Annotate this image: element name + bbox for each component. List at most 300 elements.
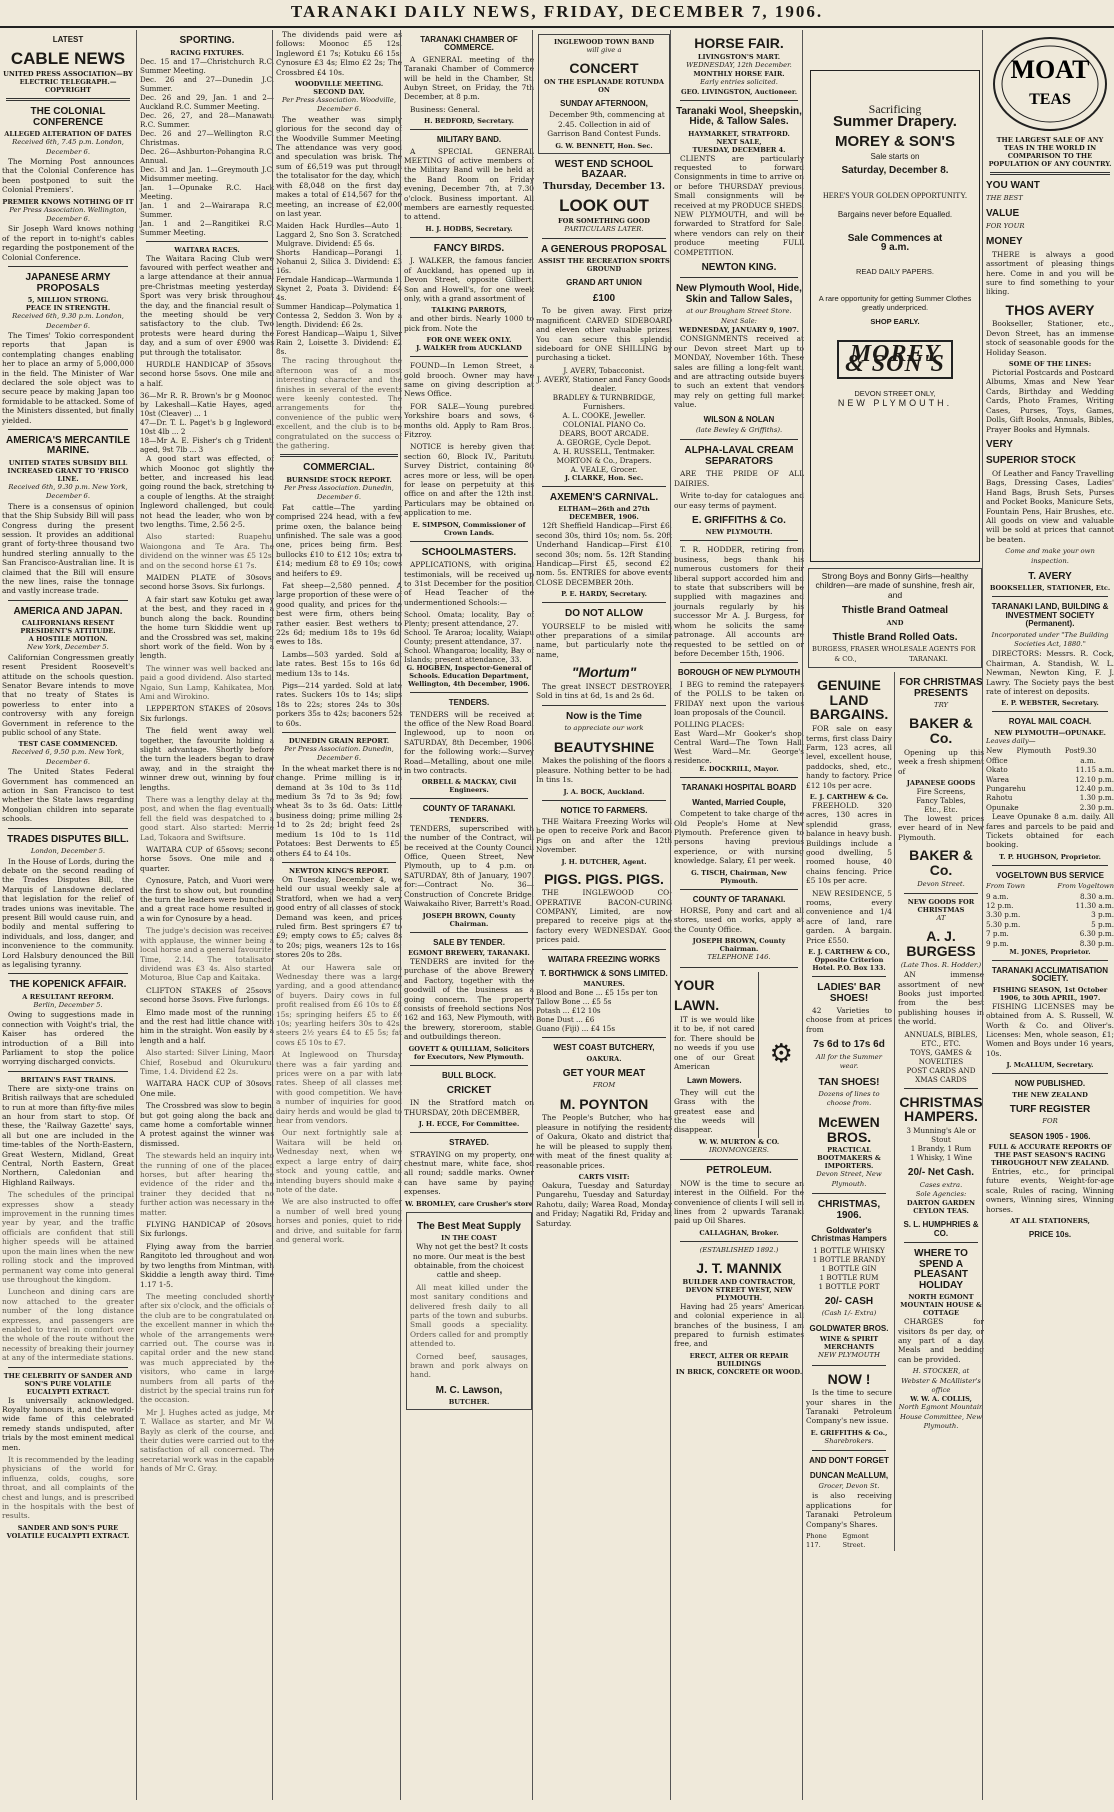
ad-text: A GENERAL meeting of the Taranaki Chamber of Commerce will be held in the Chamber, St. Aubyn Street, on Friday, the 7th December, at 8 p.m. bbox=[404, 54, 534, 102]
ad-meat-supply: The Best Meat Supply IN THE COAST Why not get the best? It costs no more. Our meat is the best obtainable, from the choicest cattle and sheep. All meat killed under the most sanitary conditions and delivered fresh daily to all parts of the town and suburbs. Small goods a speciality. Orders called for and promptly attended to. Corned beef, sausages, brawn and pork always on hand. M. C. Lawson, BUTCHER. bbox=[406, 1212, 532, 1411]
ad-signature: ORBELL & MACKAY, Civil Engineers. bbox=[421, 778, 517, 795]
ad-text: Grocer, Devon St. bbox=[818, 1482, 880, 1491]
subheading: INCREASED GRANT TO 'FRISCO LINE. bbox=[7, 466, 129, 483]
article-text: Fat sheep—2,580 penned. A large proportion of these were of good quality, and prices for the best were firm, others being rather easier. Best wethers to 22s 6d; medium 18s to 19s 6d; ewes to 18s. bbox=[276, 580, 402, 647]
column-8 bbox=[982, 30, 1114, 1800]
ad-text: TENDERS are invited for the purchase of the above Brewery and Factory, together with the goodwill of the business as a going concern. The property consists of freehold sections Nos. 162 and 163, New Plymouth, with the brewery, storeroom, stable, and outbuildings thereon. bbox=[404, 956, 534, 1042]
ad-signature: W. W. A. COLLIS, bbox=[910, 1395, 972, 1404]
subheading: THE NEW ZEALAND bbox=[1012, 1090, 1088, 1099]
ad-vogeltown-bus: VOGELTOWN BUS SERVICE bbox=[995, 870, 1104, 880]
manure-item: Guano (Fiji) ... £4 15s bbox=[536, 1024, 616, 1034]
subheading: LIVINGSTON'S MART. bbox=[697, 52, 781, 61]
ad-signature: BUTCHER. bbox=[448, 1398, 490, 1407]
subheading: ELTHAM—26th and 27th DECEMBER, 1906. bbox=[558, 505, 650, 522]
hamper-item: 1 BOTTLE BRANDY bbox=[812, 1254, 886, 1264]
ad-now: NOW ! bbox=[827, 1370, 871, 1387]
ad-text: THE Waitara Freezing Works will be open to receive Pork and Bacon Pigs on and after the 12th November. bbox=[536, 816, 672, 855]
ad-price: 20/- Net Cash. bbox=[907, 1167, 975, 1179]
timetable-row bbox=[986, 901, 1114, 910]
ad-signature: WHOLESALE AGENTS FOR TARANAKI. bbox=[881, 645, 976, 663]
hamper-item: 1 BOTTLE GIN bbox=[821, 1263, 877, 1273]
article-text: There is a consensus of opinion that the Ship Subsidy Bill will pass Congress during the present session. It provides an additional grant of forty-three thousand two hundred sterling annually to the San Francisco-Australian line. It is claimed that the Bill will ensure the new lines, raise the tonnage and vastly increase trade. bbox=[2, 501, 134, 596]
article-text: HURDLE HANDICAP of 35sovs; second horse 5sovs. One mile and a half. bbox=[140, 359, 274, 388]
ad-text: FOUND—In Lemon Street, a gold brooch. Owner may have same on giving description at News Office. bbox=[404, 361, 534, 399]
ad-text: Come and make your own inspection. bbox=[1005, 547, 1095, 565]
article-text: The United States Federal Government has commenced an action in San Francisco to test whether the State laws regarding Mongolian children into separate schools. bbox=[2, 767, 134, 824]
ad-signature: S. L. HUMPHRIES & CO. bbox=[903, 1220, 979, 1238]
subheading: CARTS VISIT: bbox=[578, 1172, 630, 1181]
ad-signature: E. SIMPSON, Commissioner of Crown Lands. bbox=[412, 520, 526, 537]
timetable-row bbox=[986, 784, 1114, 793]
ad-axemen-carnival: AXEMEN'S CARNIVAL. bbox=[549, 491, 659, 503]
ad-signature: J. H. ECCE, For Committee. bbox=[418, 1120, 520, 1129]
article-text: In the wheat market there is no change. Prime milling is in demand at 3s 10d to 3s 11d; medium 3s 7d to 3s 9d; fowl wheat 3s to 3s 6d. Oats: Little business doing; prime milling 2s 1d to 2s 2d; bright feed 2s; medium 1s 10d to 1s 11d. Potatoes: Best Derwents to £5; others £4 to £4 10s. bbox=[276, 763, 402, 858]
ad-text: and other birds. Nearly 1000 to pick from. Note the bbox=[404, 314, 534, 333]
ad-text: Cases extra. bbox=[919, 1180, 963, 1189]
fixture-item: Dec. 26 and 27—Dunedin J.C. Summer. bbox=[140, 74, 274, 93]
dateline: Per Press Association. Woodville, December 6. bbox=[282, 96, 396, 114]
ad-signature: JOSEPH BROWN, County Chairman. bbox=[422, 911, 516, 928]
ad-text: HORSE, Pony and cart and all stores, used on works, apply at the County Office. bbox=[674, 905, 804, 934]
timetable-cell: Rahotu bbox=[986, 793, 1013, 803]
ad-text: Why not get the best? It costs no more. Our meat is the best obtainable, from the choicest cattle and sheep. bbox=[412, 1242, 528, 1280]
subheading: SOME OF THE LINES: bbox=[1008, 360, 1092, 369]
subheading: PRACTICAL BOOTMAKERS & IMPORTERS. bbox=[817, 1146, 881, 1171]
ad-text: ON THE ESPLANADE ROTUNDA ON bbox=[544, 78, 664, 95]
timetable-cell: 2.30 p.m. bbox=[1079, 802, 1114, 812]
goods-item: Fire Screens, bbox=[916, 787, 966, 797]
ad-text: Leave Opunake 8 a.m. daily. All fares and parcels to be paid and Tickets obtained for each booking. bbox=[986, 812, 1114, 850]
ad-prize: £100 bbox=[592, 292, 616, 304]
article-text: In the House of Lords, during the debate on the second reading of the Trades Disputes Bill, the Marquis of Lansdowne declared that legislation for the relief of trades unions was inevitable. The present Bill would cause ruin, and bodily and mental suffering to individuals, and loss, danger, and inconvenience to the community. Lord Halsbury denounced the Bill as legalising tyranny. bbox=[2, 856, 134, 970]
ad-tan-shoes: TAN SHOES! bbox=[818, 1076, 880, 1088]
ad-beautyshine: BEAUTYSHINE bbox=[553, 738, 655, 755]
ad-text: Write to-day for catalogues and our easy terms of payment. bbox=[674, 491, 804, 510]
ad-text: December 9th, commencing at 2.45. Collection in aid of Garrison Band Contest Funds. bbox=[547, 110, 665, 139]
race-title: LEPPERTON STAKES of 20sovs. Six furlongs. bbox=[140, 704, 274, 723]
ad-heading: CONCERT bbox=[569, 60, 639, 77]
ad-bazaar-heading: WEST END SCHOOL BAZAAR. bbox=[554, 158, 654, 181]
subheading: HAYMARKET, STRATFORD. bbox=[688, 129, 790, 138]
timetable-cell: 9 p.m. bbox=[986, 938, 1009, 948]
subheading: TENDERS. bbox=[449, 815, 489, 824]
school-item: School. Te Araroa; locality, Waiapu County; present attendance, 37. bbox=[404, 628, 534, 647]
ad-petroleum: PETROLEUM. bbox=[706, 1165, 772, 1177]
ad-building-society: TARANAKI LAND, BUILDING & INVESTMENT SOCIETY (Permanent). bbox=[991, 602, 1109, 629]
timetable-cell: 6.30 p.m. bbox=[1079, 929, 1114, 939]
ad-land-bargains: GENUINE LAND BARGAINS. bbox=[809, 677, 889, 723]
subheading: DUNEDIN GRAIN REPORT. bbox=[288, 737, 390, 746]
ad-signature: J. McALLUM, Secretary. bbox=[1006, 1061, 1094, 1070]
fixture-item: Dec. 26—Ashburton-Pohangina R.C. Annual. bbox=[140, 146, 274, 165]
ad-cricket-heading: CRICKET bbox=[446, 1084, 492, 1096]
subheading: WINE & SPIRIT MERCHANTS bbox=[819, 1335, 879, 1352]
school-item: School. Whangaroa; locality, Bay of Islands; present attendance, 33. bbox=[404, 646, 534, 665]
article-text: A good start was effected, of which Moonoc got slightly the better, and increased his lead going round the back, stretching to a couple of lengths. At the straight Ingleword challenged, but could not head the leader, who won by two lengths. Time, 2.56 2-5. bbox=[140, 454, 274, 530]
result-line: Maiden Hack Hurdles—Auto 1, Laggard 2, Sno Son 3. Scratched: Mulgrave. Dividend: £5 6s. bbox=[276, 221, 402, 249]
article-text: Sir Joseph Ward knows nothing of the report in to-night's cables regarding the postponement of the Colonial Conference. bbox=[2, 224, 134, 262]
timetable-cell: Pungarehu bbox=[986, 783, 1026, 793]
subheading: AT ALL STATIONERS, bbox=[1010, 1216, 1090, 1225]
ad-text: J. WALKER, the famous fancier, of Auckland, has opened up in Devon Street, opposite Gilbert, Son and Howell's, for one week only, with a grand assortment of bbox=[404, 256, 534, 303]
ad-text: IN the Stratford match on THURSDAY, 20th DECEMBER, bbox=[404, 1098, 534, 1117]
ad-text: A rare opportunity for getting Summer Clothes greatly underpriced. bbox=[818, 294, 972, 313]
logo-text: TEAS bbox=[1029, 91, 1071, 108]
subheading: NEW PLYMOUTH. bbox=[705, 528, 773, 537]
ad-text: Sharebrokers. bbox=[824, 1436, 874, 1445]
manure-price-list bbox=[536, 988, 672, 1033]
ad-signature: GEO. LIVINGSTON, Auctioneer. bbox=[680, 87, 797, 96]
subheading: RACING FIXTURES. bbox=[170, 48, 244, 57]
ad-now-published: NOW PUBLISHED. bbox=[1014, 1079, 1086, 1089]
ad-text: Egmont Street. bbox=[842, 1532, 869, 1550]
subheading: A HOSTILE MOTION. bbox=[28, 635, 108, 644]
ad-signature: E. J. CARTHEW & Co. bbox=[809, 792, 889, 801]
agent-item: MORTON & Co., Drapers. bbox=[556, 455, 652, 465]
manure-item: Tallow Bone ... £5 5s bbox=[536, 997, 612, 1007]
ad-schoolmasters-heading: SCHOOLMASTERS. bbox=[421, 546, 517, 558]
subheading: NORTH EGMONT MOUNTAIN HOUSE & COTTAGE bbox=[900, 1293, 982, 1318]
ad-heading: LAWN. bbox=[674, 997, 720, 1014]
ad-heading: 9 a.m. bbox=[880, 242, 910, 254]
subheading: JAPANESE GOODS bbox=[906, 779, 976, 788]
subheading: BOOKSELLER, STATIONER, Etc. bbox=[989, 584, 1111, 593]
ad-thos-avery: THOS AVERY bbox=[1005, 301, 1095, 318]
ad-baker: BAKER & Co. bbox=[909, 715, 973, 747]
agent-item: COLONIAL PIANO Co. bbox=[562, 419, 646, 429]
ad-heading: DUNCAN McALLUM, bbox=[809, 1470, 889, 1480]
ad-text: Bargains never before Equalled. bbox=[837, 210, 953, 220]
subheading: ERECT, ALTER OR REPAIR BUILDINGS bbox=[689, 1351, 789, 1368]
ad-text: FREEHOLD. 320 acres, 130 acres in splendid grass, balance in heavy bush. Buildings include a good dwelling, 5 roomed house, 40 chains fencing. Price £5 10s per acre. bbox=[806, 800, 892, 886]
ad-text: FOR YOUR bbox=[986, 221, 1025, 230]
ad-text: Business: General. bbox=[410, 104, 480, 114]
ad-morey-son bbox=[810, 70, 980, 562]
ad-griffiths: E. GRIFFITHS & Co. bbox=[692, 514, 786, 526]
timetable-cell: 12 p.m. bbox=[986, 900, 1014, 910]
article-text: Cynosure, Patch, and Vuori were the first to show out, but rounding the turn the leaders were bunched, and a great race home resulted in a win for Cynosure by a head. bbox=[140, 876, 274, 923]
subheading: CALIFORNIANS RESENT PRESIDENT'S ATTITUDE. bbox=[20, 619, 116, 636]
ad-bar-shoes: LADIES' BAR SHOES! bbox=[817, 982, 881, 1004]
cable-news-heading: CABLE NEWS bbox=[10, 49, 126, 69]
ad-baker: BAKER & Co. bbox=[909, 847, 973, 878]
ad-heading: The Best Meat Supply bbox=[417, 1220, 521, 1232]
lawn-mower-icon: ⚙ bbox=[758, 972, 804, 1138]
ad-signature: T. P. HUGHSON, Proprietor. bbox=[999, 852, 1101, 861]
result-line: Shorts Handicap—Porangi 1, Nohanui 2, Silica 3. Dividend: £3 16s. bbox=[276, 248, 402, 276]
ad-mannix: J. T. MANNIX bbox=[696, 1260, 782, 1277]
ad-heading: Thistle Brand Oatmeal bbox=[841, 605, 949, 617]
polling-places bbox=[674, 720, 804, 765]
column-6 bbox=[670, 30, 804, 1800]
ad-text: Early entries solicited. bbox=[700, 78, 778, 87]
ad-text: will give a bbox=[586, 46, 622, 54]
ad-signature: W. W. MURTON & CO. bbox=[698, 1137, 780, 1146]
ad-text: TALKING PARROTS, bbox=[431, 306, 507, 315]
ad-text: FOR ONE WEEK ONLY. bbox=[426, 336, 512, 345]
ad-royal-mail: ROYAL MAIL COACH. bbox=[1008, 717, 1092, 727]
masthead-title: TARANAKI DAILY NEWS, FRIDAY, DECEMBER 7, 1906. bbox=[290, 2, 824, 21]
timetable-row bbox=[986, 929, 1114, 938]
ad-signature: (late Bewley & Griffiths). bbox=[695, 425, 783, 434]
subheading: UNITED STATES SUBSIDY BILL bbox=[8, 458, 128, 467]
ad-signature: GOVETT & QUILLIAM, Solicitors for Executors, New Plymouth. bbox=[408, 1044, 530, 1061]
timetable-row bbox=[986, 793, 1114, 802]
article-text: The weather was simply glorious for the second day of the Woodville Summer Meeting. The attendance was very good and speculation was brisk. The sum of £6,519 was put through the totalisator for the day, which, with £8,048 on the first day, makes a total of £14,567 for the meeting, an increase of £2,000 on last year. bbox=[276, 114, 402, 218]
ad-text: FOR SALE—Young purebred Yorkshire boars and sows, 6 months old. Apply to Ram Bros., Fitzroy. bbox=[404, 401, 534, 440]
ad-text: I BEG to remind the ratepayers of the POLLS to be taken on FRIDAY next upon the various loan proposals of the Council. bbox=[674, 679, 804, 717]
ad-text: Sacrificing bbox=[868, 102, 922, 116]
ad-text: T. R. HODDER, retiring from business, begs thank his numerous customers for their liberal support accorded him and to state that subscribers will be supplied with magazines and journals regularly by his successor Mr A. J. Burgess, for whom he solicits the same patronage. All accounts are requested to be settled on or before December 15th, 1906. bbox=[674, 545, 804, 658]
article-text: There are sixty-one trains on British railways that are scheduled to run at more than fifty-five miles an hour from start to stop. Of these, the 'Railway Gazette' says, all but one are included in the time-tables of the North-Eastern, Great Western, Midland, Great Central, North Eastern, Great Northern, Caledonian and Highland Railways. bbox=[2, 1083, 134, 1187]
dateline: Received 6th, 9.30 p.m. London, December 6. bbox=[12, 312, 124, 330]
ad-do-not-allow: DO NOT ALLOW bbox=[565, 608, 643, 620]
ad-signature: H. J. HODBS, Secretary. bbox=[425, 224, 513, 233]
race-title: WAITARA HACK CUP of 30sovs. One mile. bbox=[140, 1079, 274, 1098]
hamper-item: 1 BOTTLE WHISKY bbox=[813, 1245, 885, 1255]
ad-signature: J. H. DUTCHER, Agent. bbox=[561, 857, 647, 866]
subheading: FOR SOMETHING GOOD bbox=[557, 216, 651, 225]
ad-text: Entries, etc., for principal future events, Weight-for-age scale, Rules of racing, Winning owners, Winning sires, Winning horses. bbox=[986, 1166, 1114, 1214]
ad-signature: G. HOGBEN, Inspector-General of Schools. Education Department, Wellington, 4th December, 1906. bbox=[406, 664, 532, 689]
ad-signature: J. CLARKE, Hon. Sec. bbox=[564, 473, 644, 482]
timetable-cell: 1.30 p.m. bbox=[1079, 793, 1114, 803]
ad-signature: NEWTON KING. bbox=[701, 261, 777, 273]
subheading: DEVON STREET WEST, NEW PLYMOUTH. bbox=[685, 1285, 793, 1302]
ad-text: Of Leather and Fancy Travelling Bags, Dressing Cases, Ladies' Hand Bags, Brush Sets, Purses and Pocket Books, Manicure Sets, Fountain Pens, Hair Brushes, etc. All goods on view and valuable will be sold at prices that cannot be beaten. bbox=[986, 468, 1114, 544]
subheading: SECOND DAY. bbox=[313, 88, 365, 97]
subheading: OAKURA. bbox=[586, 1054, 622, 1063]
ad-text: CLIENTS are particularly requested to forward Consignments in time to arrive on or before THURSDAY previous. Small consignments will be received at my PRODUCE SHEDS, NEW PLYMOUTH, and will be forwarded to Stratford for Sale, where vendors can rely on their produce meeting FULL COMPETITION. bbox=[674, 153, 804, 257]
ad-text: (ESTABLISHED 1892.) bbox=[699, 1245, 779, 1254]
hamper-item: 1 Brandy, 1 Rum bbox=[910, 1144, 972, 1154]
ad-text: DEVON STREET ONLY, bbox=[854, 389, 936, 399]
heading-commercial: COMMERCIAL. bbox=[303, 462, 375, 474]
manure-item: Potash ... £12 10s bbox=[536, 1006, 601, 1016]
ad-text: APPLICATIONS, with original testimonials, will be received up to 31st December for the position of Head Teacher of the undermentioned Schools:— bbox=[404, 560, 534, 607]
morey-logo: MOREY & SON'S bbox=[837, 340, 953, 379]
fixture-item: Jan. 1 and 2—Wairarapa R.C. Summer. bbox=[140, 200, 274, 219]
ad-text: at our Brougham Street Store. bbox=[686, 307, 792, 316]
column-4 bbox=[400, 30, 534, 1800]
ad-text: READ DAILY PAPERS. bbox=[856, 266, 934, 276]
ad-text: YOURSELF to be misled with other preparations of a similar name, but particularly note the name, bbox=[536, 621, 672, 659]
article-text: The dividends paid were as follows: Moonoc £5 12s, Ingleword £1 7s; Kotuku £6 15s; Cynosure £3 4s; Elmo £2 2s; The Crossbred £4 10s. bbox=[276, 30, 402, 77]
masthead bbox=[0, 0, 1114, 28]
schools-list bbox=[404, 610, 534, 664]
goods-item: POST CARDS AND XMAS CARDS bbox=[906, 1065, 976, 1084]
ad-text: TRY bbox=[934, 701, 948, 710]
ad-new-goods: NEW GOODS FOR CHRISTMAS bbox=[907, 898, 975, 915]
hamper-item: 1 BOTTLE PORT bbox=[818, 1281, 880, 1291]
ad-text: IRONMONGERS. bbox=[709, 1145, 769, 1154]
ad-signature: J. A. BOCK, Auckland. bbox=[563, 787, 645, 796]
subheading: THE CELEBRITY OF SANDER AND SON'S PURE VOLATILE EUCALYPTI EXTRACT. bbox=[3, 1371, 133, 1396]
agent-item: A. L. COOKE, Jeweller. bbox=[562, 410, 646, 420]
timetable-row bbox=[986, 803, 1114, 812]
ad-text: Devon Street, New Plymouth. bbox=[816, 1170, 882, 1188]
ad-text: CHARGES for visitors 8s per day, or any part of a day. Meals and bedding can be provided. bbox=[898, 1317, 984, 1364]
ad-signature: CALLAGHAN, Broker. bbox=[699, 1228, 779, 1237]
ad-text: STRAYING on my property, one chestnut mare, white face, shod all round; saddle marks. Owner can have same by paying expenses. bbox=[404, 1149, 534, 1197]
ad-text: CONSIGNMENTS received at our Devon street Mart up to MONDAY, November 16th. These sales are filling a long-felt want, and are attracting outside buyers to such an extent that vendors may rely on getting full market value. bbox=[674, 334, 804, 410]
article-text: Flying away from the barrier, Rangitoto led throughout and won by two lengths from Mintman, with Skiddie a length away third. Time 1.17 1-5. bbox=[140, 1241, 274, 1289]
ad-heading: MONEY bbox=[986, 236, 1023, 248]
race-title: FLYING HANDICAP of 20sovs. Six furlongs. bbox=[140, 1220, 274, 1239]
heading-america-japan: AMERICA AND JAPAN. bbox=[13, 605, 123, 617]
ad-text: (Late Thos. R. Hodder.) bbox=[900, 960, 982, 969]
timetable-header: From Vogeltown bbox=[1057, 882, 1114, 891]
goods-item: TOYS, GAMES & NOVELTIES bbox=[910, 1047, 972, 1066]
subheading: MONTHLY HORSE FAIR. bbox=[693, 70, 785, 79]
ad-text: AND bbox=[886, 618, 904, 627]
timetable-cell: 8.30 p.m. bbox=[1079, 938, 1114, 948]
subheading: FISHING SEASON, 1st October 1906, to 30th APRIL, 1907. bbox=[992, 985, 1108, 1002]
ad-text: THE INGLEWOOD CO-OPERATIVE BACON-CURING COMPANY, Limited, are now prepared to receive pigs at the factory every WEDNESDAY. Good prices paid. bbox=[536, 888, 672, 945]
racing-fixtures-list bbox=[140, 57, 274, 237]
subheading: MANURES. bbox=[583, 980, 625, 989]
subheading: NEW PLYMOUTH—OPUNAKE. bbox=[994, 728, 1106, 737]
ad-heading: M. POYNTON bbox=[559, 1095, 649, 1112]
timetable-cell: 12.10 p.m. bbox=[1075, 774, 1114, 784]
result-line: Ferndale Handicap—Warmunda 1, Skynet 2, Poata 3. Dividend: £4 4s. bbox=[276, 275, 402, 303]
ad-heading: T. BORTHWICK & SONS LIMITED. bbox=[540, 969, 668, 979]
fixture-item: Dec. 15 and 17—Christchurch R.C. Summer Meeting. bbox=[140, 56, 274, 75]
woodville-results bbox=[276, 221, 402, 356]
japanese-goods-list bbox=[898, 787, 984, 814]
telephone: TELEPHONE 146. bbox=[707, 953, 771, 962]
goods-item: Fancy Tables, bbox=[916, 796, 966, 806]
ad-text: Is the time to secure your shares in the Taranaki Petroleum Company's new issue. bbox=[806, 1388, 892, 1426]
dateline: New York, December 5. bbox=[27, 643, 109, 652]
ad-text: Makes the polishing of the floors a pleasure. Nothing better to be had. In tins 1s. bbox=[536, 756, 672, 785]
ad-bull-block: BULL BLOCK. bbox=[441, 1070, 497, 1080]
article-text: On Tuesday, December 4, we held our usual weekly sale at Stratford, when we had a very good entry of all classes of stock. Demand was keen, and prices ruled firm. Best springers £7 to £9; empty cows to £5; calves 8s to 20s; pigs, weaners 12s to 16s; stores 20s to 28s. bbox=[276, 874, 402, 960]
article-text: Californian Congressmen greatly resent President Roosevelt's attitude on the schools question. Senator Bevare intends to move that no treaty of States is powerless to enter into a controversy with any foreign Government in reference to the public school of any State. bbox=[2, 652, 134, 738]
dateline: Per Press Association. Dunedin, December 6. bbox=[284, 745, 394, 763]
burgess-list bbox=[898, 1030, 984, 1084]
timetable-cell: 3.30 p.m. bbox=[986, 910, 1021, 920]
heading-trades-disputes: TRADES DISPUTES BILL. bbox=[7, 833, 129, 845]
column-5 bbox=[532, 30, 672, 1800]
ad-heading: GET YOUR MEAT bbox=[562, 1067, 646, 1079]
article-text: Fat cattle—The yarding comprised 224 head, with a few prime oxen, the balance being unfinished. The sale was a good one, prices being firm. Best bullocks £10 to £12 10s; extra to £14; medium £8 to £9 10s; cows and heifers to £9. bbox=[276, 502, 402, 578]
ad-text: Sale starts on bbox=[870, 152, 920, 162]
timetable-header: From Town bbox=[986, 882, 1025, 891]
article-text: The Times' Tokio correspondent reports that Japan is contemplating changes enabling her to place an army of 5,000,000 in the field. The Minister of War declared the sole object was to secure peace by making Japan too formidable to be attacked. Some of the Ministers dissented, but finally yielded. bbox=[2, 330, 134, 425]
ad-text: The People's Butcher, who has pleasure in notifying the residents of Oakura, Okato and district that he will be pleased to supply them with meat of the finest quality at reasonable prices. bbox=[536, 1113, 672, 1170]
timetable-cell: 11.15 a.m. bbox=[1075, 765, 1114, 775]
ad-heading: SEASON 1905 - 1906. bbox=[1009, 1131, 1091, 1141]
ad-tenders-heading: TENDERS. bbox=[448, 698, 490, 708]
article-text: Pigs—214 yarded. Sold at late rates. Suckers 10s to 14s; slips 18s to 22s; stores 24s to 30s; porkers 35s to 42s; baconers 52s to 60s. bbox=[276, 681, 402, 728]
ad-text: They will cut the Grass with the greatest ease and the weeds will disappear. bbox=[674, 1087, 755, 1135]
ad-heading: GRAND ART UNION bbox=[566, 278, 642, 288]
ad-text: HERE'S YOUR GOLDEN OPPORTUNITY. bbox=[822, 191, 968, 201]
ad-text: Competent to take charge of the Old People's Home at New Plymouth. Preference given to persons having previous experience, or with nursing knowledge. Salary, £1 per week. bbox=[674, 809, 804, 866]
timetable-cell: 7 p.m. bbox=[986, 929, 1009, 939]
ad-heading: Goldwater's Christmas Hampers bbox=[811, 1226, 887, 1244]
ad-waitara-freezing: WAITARA FREEZING WORKS bbox=[548, 954, 660, 964]
timetable-cell: 11.30 a.m. bbox=[1075, 900, 1114, 910]
latest-label: LATEST bbox=[52, 35, 84, 44]
fixture-item: Dec. 31 and Jan. 1—Greymouth J.C. Midsummer meeting. bbox=[140, 164, 274, 183]
ad-pigs: PIGS. PIGS. PIGS. bbox=[544, 870, 664, 887]
dateline: Received 6th, 9.30 p.m. New York, December 6. bbox=[8, 482, 128, 501]
subheading: NEWTON KING'S REPORT. bbox=[289, 866, 389, 875]
logo-text: MOAT bbox=[1010, 55, 1090, 84]
ad-heading: Lawn Mowers. bbox=[686, 1076, 742, 1086]
ad-you-want: YOU WANT bbox=[986, 180, 1040, 192]
ad-signature: M. JONES, Proprietor. bbox=[1009, 947, 1091, 956]
subheading: Thursday, December 13. bbox=[542, 181, 666, 192]
ad-text: TENDERS will be received at the office of the New Road Board, Inglewood, up to noon on SATURDAY, 8th December, 1906, for the following work:—Survey Road—Metalling, about one mile, in two contracts. bbox=[404, 709, 534, 776]
ad-text: A SPECIAL GENERAL MEETING of active members of the Military Band will be held at the Band Room on Friday evening, December 7th, at 7.30 o'clock. Business important. All members are earnestly requested to attend. bbox=[404, 146, 534, 222]
result-line: 36—Mr R. R. Brown's br g Moonoc, by Lakeshall—Katie Hayes, aged, 10st (Cleaver) ... 1 bbox=[140, 391, 274, 419]
ad-mcewen: McEWEN BROS. bbox=[818, 1113, 880, 1145]
ad-text: NEW PLYMOUTH. bbox=[837, 397, 953, 408]
ad-signature: E. GRIFFITHS & Co., bbox=[810, 1428, 888, 1437]
ad-heading: SUPERIOR STOCK bbox=[986, 455, 1076, 467]
race-title: CLIFTON STAKES of 25sovs; second horse 3sovs. Five furlongs. bbox=[140, 985, 274, 1005]
manure-item: Blood and Bone ... £5 15s per ton bbox=[536, 988, 658, 998]
ad-text: Saturday, December 8. bbox=[841, 164, 949, 176]
bus-timetable bbox=[986, 892, 1114, 948]
ad-text: THE LARGEST SALE OF ANY TEAS IN THE WORLD IN COMPARISON TO THE POPULATION OF ANY COUNTRY. bbox=[988, 136, 1112, 169]
ad-text: Devon Street. bbox=[917, 879, 965, 888]
ad-signature: H. BEDFORD, Secretary. bbox=[424, 117, 514, 126]
column-1: LATEST CABLE NEWS UNITED PRESS ASSOCIATION—BY ELECTRIC TELEGRAPH.—COPYRIGHT THE COLONIAL CONFERENCE ALLEGED ALTERATION OF DATES Received 6th, 7.45 p.m. London, December 6. The Morning Post announces that the Colonial Conference has been postponed to suit the Colonial Premiers'. PREMIER KNOWS NOTHING OF IT Per Press Association. Wellington, December 6. Sir Joseph Ward knows nothing of the report in to-night's cables regarding the postponement of the Colonial Conference. JAPANESE ARMY PROPOSALS 5, MILLION STRONG. PEACE IN STRENGTH. Received 6th, 9.30 p.m. London, December 6. The Times' Tokio correspondent reports that Japan is contemplating changes enabling her to place an army of 5,000,000 in the field. The Minister of War declared the sole object was to secure peace by making Japan too formidable to be attacked. Some of the Ministers dissented, but finally yielded. AMERICA'S MERCANTILE MARINE. UNITED STATES SUBSIDY BILL INCREASED GRANT TO 'FRISCO LINE. Received 6th, 9.30 p.m. New York, December 6. There is a consensus of opinion that the Ship Subsidy Bill will pass Congress during the present session. It provides an additional grant of forty-three thousand two hundred sterling annually to the San Francisco-Australian line. It is claimed that the Bill will ensure the new lines, raise the tonnage and vastly increase trade. AMERICA AND JAPAN. CALIFORNIANS RESENT PRESIDENT'S ATTITUDE. A HOSTILE MOTION. New York, December 5. Californian Congressmen greatly resent President Roosevelt's attitude on the schools question. Senator Bevare intends to move that no treaty of States is powerless to enter into a controversy with any foreign Government in reference to the public school of any State. TEST CASE COMMENCED. Received 6, 9.50 p.m. New York, December 6. The United States Federal Government has commenced an action in San Francisco to test whether the State laws regarding Mongolian children into separate schools. TRADES DISPUTES BILL. London, December 5. In the House of Lords, during the debate on the second reading of the Trades Disputes Bill, the Marquis of Lansdowne declared that legislation for the relief of trades unions was inevitable. The present Bill would cause ruin, and bodily and mental suffering to individuals, and loss, danger, and inconvenience to the community. Lord Halsbury denounced the Bill as legalising tyranny. THE KOPENICK AFFAIR. A RESULTANT REFORM. Berlin, December 5. Owing to suggestions made in connection with Voight's trial, the Kaiser has ordered the introduction of a Bill into Parliament to stop the police worrying discharged convicts. BRITAIN'S FAST TRAINS. There are sixty-one trains on British railways that are scheduled to run at more than fifty-five miles an hour from start to stop. Of these, the 'Railway Gazette' says, all but one are included in the time-tables of the North-Eastern, Great Western, Midland, Great Central, North Eastern, Great Northern, Caledonian and Highland Railways. The schedules of the principal expresses show a steady improvement in the running times year by year, and the traffic officials are confident that still higher speeds will be attained upon the main lines when the new rolling stock and the improved permanent way come into general use throughout the kingdom. Luncheon and dining cars are now attached to the greater number of the long distance expresses, and passengers are enabled to travel in comfort over the whole of the route without the necessity of breaking their journey at any of the intermediate stations. THE CELEBRITY OF SANDER AND SON'S PURE VOLATILE EUCALYPTI EXTRACT. Is universally acknowledged. Royalty honours it, and the world-wide fame of this celebrated remedy stands undisputed, after trials by the most eminent medical men. It is recommended by the leading physicians of the world for influenza, colds, coughs, sore throat, and all complaints of the chest and lungs, and is prescribed in the hospitals with the best of results. SANDER AND SON'S PURE VOLATILE EUCALYPTI EXTRACT. bbox=[2, 35, 134, 1540]
ad-price: PRICE 10s. bbox=[1028, 1229, 1072, 1239]
article-text: The Morning Post announces that the Colonial Conference has been postponed to suit the Colonial Premiers'. bbox=[2, 157, 134, 195]
subheading: IN BRICK, CONCRETE OR WOOD. bbox=[675, 1367, 803, 1376]
ad-text: FISHING LICENSES may be obtained from A. S. Russell, W. Worth & Co. and Oliver's. Licenses: Men, whole season, £1; Women and Boys under 16 years, 10s. bbox=[986, 1001, 1114, 1058]
ad-np-wool: New Plymouth Wool, Hide, Skin and Tallow Sales, bbox=[676, 283, 802, 305]
ad-fancy-birds-heading: FANCY BIRDS. bbox=[433, 242, 505, 254]
ad-text: The lowest prices ever heard of in New Plymouth. bbox=[898, 814, 984, 842]
ad-acclimatisation: TARANAKI ACCLIMATISATION SOCIETY. bbox=[991, 965, 1109, 984]
ad-signature: M. C. Lawson, bbox=[435, 1384, 503, 1396]
subheading: THE PAST SEASON'S RACING THROUGHOUT NEW ZEALAND. bbox=[991, 1150, 1109, 1167]
ad-horse-fair: HORSE FAIR. bbox=[694, 35, 784, 51]
agent-item: A. VEALE, Grocer. bbox=[570, 464, 638, 474]
subheading: IN THE COAST bbox=[441, 1234, 497, 1243]
ad-heading: Summer Drapery. bbox=[833, 113, 957, 131]
ad-text: Oakura, Tuesday and Saturday; Pungarehu, Tuesday and Saturday; Rahotu, daily; Warea Road, Monday and Friday; Nagatiki Rd, Friday and Saturday. bbox=[536, 1180, 672, 1228]
hamper-list-2 bbox=[898, 1126, 984, 1162]
ad-signature: E. P. WEBSTER, Secretary. bbox=[1001, 699, 1099, 708]
column-7 bbox=[802, 30, 984, 1800]
heading-japanese-army: JAPANESE ARMY PROPOSALS bbox=[25, 272, 111, 294]
fixture-item: Dec. 26 and 27—Wellington R.C. Christmas. bbox=[140, 128, 274, 147]
ad-signature: E. DOCKRILL, Mayor. bbox=[699, 765, 779, 774]
ad-text: To be given away. First prize magnificent CARVED SIDEBOARD and eleven other valuable prizes. You can secure this splendid sideboard for ONE SHILLING by purchasing a ticket. bbox=[536, 306, 672, 363]
ad-chamber-heading: TARANAKI CHAMBER OF COMMERCE. bbox=[420, 35, 518, 53]
hamper-item: 1 BOTTLE RUM bbox=[819, 1272, 879, 1282]
ad-text: FOR bbox=[1042, 1117, 1058, 1126]
race-title: MAIDEN PLATE of 30sovs; second horse 3sovs. Six furlongs. bbox=[140, 573, 274, 592]
ad-text: Incorporated under "The Building Societies Act, 1880." bbox=[991, 630, 1109, 649]
timetable-cell: 5.30 p.m. bbox=[986, 919, 1021, 929]
result-line: Forest Handicap—Waipu 1, Silver Rain 2, Loisette 3. Dividend: £2 8s. bbox=[276, 329, 402, 357]
article-text: Owing to suggestions made in connection with Voight's trial, the Kaiser has ordered the introduction of a Bill into Parliament to stop the police worrying discharged convicts. bbox=[2, 1010, 134, 1067]
agent-item: J. AVERY, Tobacconist. bbox=[563, 365, 645, 375]
ad-mortum: "Mortum" bbox=[571, 664, 637, 681]
ad-signature: T. AVERY bbox=[1028, 570, 1072, 582]
result-line: 47—Dr. T. L. Paget's b g Ingleword, 10st 4lb ... 2 bbox=[140, 418, 274, 437]
ad-text: Having had 25 years' American and colonial experience in all branches of the business, I am prepared to furnish estimates free, and bbox=[674, 1301, 804, 1349]
ad-borough: BOROUGH OF NEW PLYMOUTH bbox=[677, 668, 801, 678]
